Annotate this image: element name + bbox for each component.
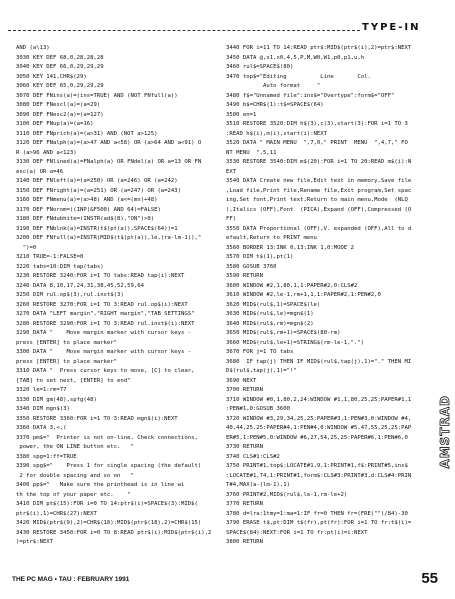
listing-line: 3460 rul$=SPACE$(80) <box>226 64 294 70</box>
listing-line: 3390 spg$=" Press 1 for single spacing (the default) <box>16 463 202 469</box>
header-rule <box>8 30 360 31</box>
listing-line: 3130 DEF FNlined(a)=FNalph(a) OR FNdel(a) OR a=13 OR FN <box>16 159 202 165</box>
listing-line: 3430 RESTORE 3450:FOR i=0 TO 8:READ ptr$(i):MID$(ptr$(i),2 <box>16 529 212 536</box>
listing-line: 3280 RESTORE 3290:FOR i=1 TO 3:READ rul.inst$(i):NEXT <box>16 320 195 327</box>
listing-line: 3790 ERASE t$,pt:DIM t$(fr),pt(fr):FOR i=1 TO fr:t$(i)= <box>226 520 412 526</box>
listing-line: 3540 DATA Create new file,Edit text in memory,Save file <box>226 178 412 184</box>
listing-line: 3710 WINDOW #0,1,80,2,24:WINDOW #1,1,80,25,25:PAPER#1,1 <box>226 396 412 403</box>
listing-line: 3420 MID$(ptr$(9),2)=CHR$(18):MID$(ptr$(18),2)=CHR$(15) <box>16 520 202 526</box>
listing-line: 3330 DIM gm(48),spfg(48) <box>16 396 97 403</box>
listing-line: 3560 BORDER 13:INK 0,13:INK 1,0:MODE 2 <box>226 244 354 251</box>
listing-line: 3360 DATA 3,<,( <box>16 425 67 431</box>
listing-line: :READ h$(i),m(i),start(i):NEXT <box>226 130 328 137</box>
listing-line: 3320 le=1:rm=77 <box>16 387 67 393</box>
listing-line: 3780 d=lra:1tmy=1:ma=1:IF fr=0 THEN fr=(FRE("")/84)-30 <box>226 510 408 517</box>
listing-line: ing,Set font,Print text,Return to main menu,Mode (NLQ <box>226 197 408 203</box>
listing-line: 3800 RETURN <box>226 539 264 545</box>
listing-line: 3590 RETURN <box>226 273 264 279</box>
listing-line: :PEN#1,0:GOSUB 3600 <box>226 406 290 412</box>
listing-line: 3110 DEF FNprich(a)=(a>31) AND (NOT a>125) <box>16 130 158 137</box>
page-number: 55 <box>421 570 438 587</box>
listing-line: T#4,MAX(a-(lm-1),1) <box>226 482 290 488</box>
listing-line: 3550 DATA Proportional (OFF),V. expanded (OFF),All to d <box>226 225 412 232</box>
page-footer <box>12 570 442 590</box>
listing-line: 3630 MID$(rul$,le)=mgn$(1) <box>226 311 314 317</box>
listing-line: 3770 RETURN <box>226 501 264 507</box>
listing-line: ),Italics (OFF),Font (PICA),Expand (OFF),Compressed (O <box>226 206 412 213</box>
listing-line: D$(rul$,tap(j),1)="!" <box>226 368 297 374</box>
listing-line: 3490 b$=CHR$(1):t$=SPACE$(64) <box>226 102 324 108</box>
listing-line: press [ENTER] to place marker" <box>16 358 118 365</box>
listing-line: 3380 spg=1:ff=TRUE <box>16 453 77 460</box>
listing-line: 3740 CLS#1:CLS#2 <box>226 453 280 460</box>
listing-line: 3310 DATA " Press cursor keys to move, [C] to clear, <box>16 368 195 374</box>
listing-line: 3260 RESTORE 3270:FOR i=1 TO 3:READ rul.op$(i):NEXT <box>16 301 188 308</box>
listing-line: 3610 WINDOW #2,le-1,rm+1,1,1:PAPER#2,1:PEN#2,0 <box>226 292 381 298</box>
listing-line: 3200 DEF FNfull(a)=INSTR(MID$(t$(pt(a)),le,(ra-lm-1))," <box>16 235 202 241</box>
listing-line: 3730 RETURN <box>226 444 264 450</box>
listing-line: 3220 tabs=10:DIM tap(tabs) <box>16 263 104 270</box>
side-tab-text: AMSTRAD <box>438 395 452 469</box>
listing-line: 3270 DATA "LEFT margin","RIGHT margin","TAB SETTINGS" <box>16 311 195 317</box>
listing-line: :LOCATE#1,74,1:PRINT#1,form$:CLS#3:PRINT#3,d:CLS#4:PRIN <box>226 472 412 479</box>
listing-line: 3470 top$="Editing Line Col. <box>226 73 371 80</box>
listing-line: 3640 MID$(rul$,rm)=mgn$(2) <box>226 320 314 327</box>
listing-line: 3290 DATA " Move margin marker with cursor keys - <box>16 330 192 336</box>
listing-line: FF) <box>226 216 237 222</box>
listing-line: 3250 DIM rul.op$(3),rul.inst$(3) <box>16 292 124 298</box>
listing-line: 3510 RESTORE 3520:DIM h$(3),c(3),start(3):FOR i=1 TO 3 <box>226 121 408 127</box>
listing-line: 3170 DEF FNorom=((INP(&F500) AND 64)=FALSE) <box>16 206 161 213</box>
listing-line: 3480 f$="Unnamed file":ins$="Overtype":form$="OFF" <box>226 92 395 99</box>
listing-line: ,Load file,Print file,Rename file,Exit program,Set spac <box>226 187 412 194</box>
listing-line: 3410 DIM pt$(15):FOR i=0 TO 14:ptr$(i)=SPACE$(3):MID$( <box>16 501 198 507</box>
listing-line: ptr$(i),1)=CHR$(27):NEXT <box>16 510 97 517</box>
listing-line: 3180 DEF FNdubhite=(INSTR(ad$(8),"ON")>0) <box>16 216 155 222</box>
listing-line: 3680 IF tap(j) THEN IF MID$(rul$,tap(j),1)="." THEN MI <box>226 358 412 365</box>
listing-line: 3660 MID$(rul$,le+1)=STRING$(rm-le-1,".") <box>226 339 365 346</box>
listing-line: R (a>96 AND a<123) <box>16 149 77 156</box>
listing-line: 3520 DATA " MAIN MENU ",7,0," PRINT MENU ",4,7," FO <box>226 140 408 146</box>
listing-line: power, the ON LINE button etc. " <box>16 444 134 450</box>
listing-line: )=ptr$:NEXT <box>16 539 54 545</box>
listing-line: 3120 DEF FNalph(a)=(a>47 AND a<58) OR (a>64 AND a<91) O <box>16 140 202 146</box>
listing-line: 3530 RESTORE 3540:DIM m$(20):FOR i=1 TO 20:READ m$(i):N <box>226 159 412 165</box>
listing-line: esc(a) OR a=46 <box>16 168 64 175</box>
listing-line: 3300 DATA " Move margin marker with cursor keys - <box>16 349 192 355</box>
listing-line: 3700 RETURN <box>226 387 264 393</box>
listing-line: th the top of your paper etc. " <box>16 491 131 498</box>
listing-line: 3150 DEF FNright(a)=(a=251) OR (a=247) OR (a=243) <box>16 187 182 194</box>
listing-line: 3210 TRUE=-1:FALSE=0 <box>16 254 84 260</box>
listing-line: [TAB] to set next, [ENTER] to end" <box>16 377 131 384</box>
listing-line: AND (a\13) <box>16 45 50 51</box>
listing-line: 3570 DIM t$(1),pt(1) <box>226 254 294 260</box>
listing-line: 3340 DIM mgn$(3) <box>16 406 70 412</box>
listing-line: 3230 RESTORE 3240:FOR i=1 TO tabs:READ tap(i):NEXT <box>16 273 185 279</box>
listing-line: Auto format " <box>226 83 321 89</box>
listing-line: 3030 KEY DEF 68,0,28,28,28 <box>16 54 104 61</box>
section-title: TYPE-IN <box>362 22 421 33</box>
listing-line: press [ENTER] to place marker" <box>16 339 118 346</box>
listing-line: 3090 DEF FNesc2(a)=(a=127) <box>16 111 104 118</box>
publication-credit: THE PC MAG • TAU : FEBRUARY 1991 <box>12 576 130 583</box>
listing-line: 3040 KEY DEF 66,0,29,29,29 <box>16 64 104 70</box>
listing-line: 3440 FOR i=11 TO 14:READ ptr$:MID$(ptr$(i),2)=ptr$:NEXT <box>226 45 412 51</box>
listing-line: 3720 WINDOW #3,29,34,25,25:PAPER#3,1:PEN#3,0:WINDOW #4, <box>226 415 412 422</box>
listing-line: 3240 DATA 8,10,17,24,31,38,45,52,59,64 <box>16 282 144 289</box>
listing-line: NT MENU ",5,11 <box>226 149 277 156</box>
listing-line: 3690 NEXT <box>226 377 257 384</box>
listing-line: 3350 RESTORE 3360:FOR i=1 TO 3:READ mgn$(i):NEXT <box>16 415 178 422</box>
listing-line: 3760 PRINT#2,MID$(rul$,le-1,rm-le+2) <box>226 491 348 498</box>
listing-line: 3050 KEY 141,CHR$(29) <box>16 73 87 80</box>
listing-line: 3450 DATA @,x1,x0,4,5,P,M,W0,W1,p0,p1,u,h <box>226 54 365 61</box>
listing-line: 3500 en=1 <box>226 111 257 118</box>
listing-line: 3650 MID$(rul$,rm+1)=SPACE$(80-rm) <box>226 330 341 336</box>
listing-line: 3750 PRINT#1,top$:LOCATE#1,9,1:PRINT#1,f$:PRINT#5,ins$ <box>226 463 408 469</box>
listing-line: 3080 DEF FNescl(a)=(a=29) <box>16 102 101 108</box>
listing-line: 3620 MID$(rul$,1)=SPACE$(le) <box>226 301 321 308</box>
listing-line: 3140 DEF FNleft(a)=(a=250) OR (a=246) OR (a=242) <box>16 178 178 184</box>
listing-line: SPACE$(84):NEXT:FOR i=1 TO fr:pt(i)=i:NEXT <box>226 529 368 536</box>
listing-line: 3670 FOR j=1 TO tabs <box>226 349 294 355</box>
listing-line: 3190 DEF FNblnk(a)=INSTR(t$(pt(a)),SPACE$(64))=1 <box>16 225 178 232</box>
program-listing-left-column <box>16 44 228 559</box>
listing-line: 3070 DEF FNins(a)=(ins=TRUE) AND (NOT FNfull(a)) <box>16 92 178 99</box>
listing-line: 3580 GOSUB 3760 <box>226 263 277 270</box>
listing-line: 3160 DEF FNmenu(a)=(a>48) AND (a<=(mn)+48) <box>16 197 158 203</box>
listing-line: EXT <box>226 168 237 175</box>
listing-line: ER#5,1:PEN#5,0:WINDOW #6,27,54,25,25:PAPER#6,1:PEN#6,0 <box>226 434 408 441</box>
listing-line: 3600 WINDOW #2,1,80,1,1:PAPER#2,0:CLS#2 <box>226 282 358 289</box>
listing-line: 3100 DEF FNup(a)=(a=16) <box>16 121 94 127</box>
listing-line: 2 for double spacing and so on " <box>16 472 134 479</box>
listing-line: ")=0 <box>16 244 37 251</box>
listing-line: 3400 pp$=" Make sure the printhead is in line wi <box>16 482 185 488</box>
side-tab-label <box>437 395 453 565</box>
listing-line: efault,Return to PRINT menu <box>226 235 317 241</box>
listing-line: 3370 pm$=" Printer is not on-line. Check connections, <box>16 434 198 441</box>
program-listing-right-column <box>226 44 438 559</box>
listing-line: 3060 KEY DEF 65,0,29,29,29 <box>16 83 104 89</box>
listing-line: 40,44,25,25:PAPER#4,1:PEN#4,0:WINDOW #5,47,55,25,25:PAP <box>226 425 412 431</box>
